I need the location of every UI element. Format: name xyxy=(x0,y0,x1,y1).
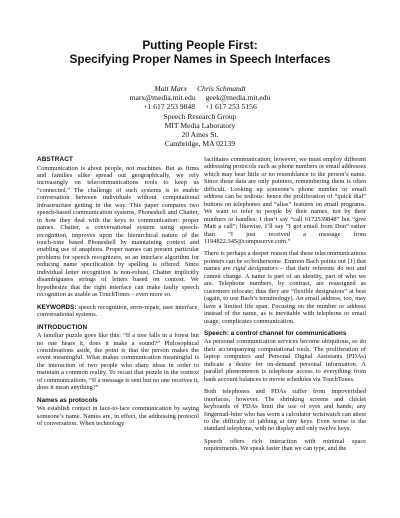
keywords-label: KEYWORDS: xyxy=(37,303,77,311)
introduction-text: A familiar puzzle goes like this: “If a tree falls in a forest but no one hears it, does it make a sound?” Philosophical considerations aside, the point is that the person makes the event meaningful. What makes communication meaningful is the interaction of two people who share ideas in order to maintain a common reality. To recast that puzzle in the context of communications, “If a message is sent but no one receives it, does it mean anything?” xyxy=(37,332,199,392)
left-column xyxy=(37,156,199,428)
author-emails xyxy=(0,93,400,102)
affiliation-group: Speech Research Group xyxy=(163,111,237,121)
paper-title xyxy=(0,39,400,66)
author-email: geek@media.mit.edu xyxy=(205,93,271,103)
title-line-2: Specifying Proper Names in Speech Interfaces xyxy=(69,51,331,66)
rigid-designators-term: rigid designators xyxy=(233,265,278,273)
affiliation-lab: MIT Media Laboratory xyxy=(164,120,236,130)
paragraph-2-end: – that their referents do not and cannot change. A name is part of an identity, part of who we are. Telephone numbers, by contrast, are reassigned as customers relocate; thus they are “flexible designators” at best (again, to use Bach’s terminology). An email address, too, may have a limited life span. Focusing on the number or address instead of the name, as is inevitable with telephone or email usage, complicates communication. xyxy=(204,265,366,325)
right-paragraph-5: Speech offers rich interaction with minimal space requirements. We speak faster than we can type, and the xyxy=(204,437,366,453)
author-names xyxy=(0,84,400,93)
speech-text: As personal communication services become ubiquitous, so do their accompanying computational tools. The proliferation of laptop computers and Personal Digital Assistants (PDAs) indicate a desire for on-demand personal information. A parallel phenomenon is telephone access to everything from bank account balances to movie schedules via TouchTones. xyxy=(204,338,366,383)
introduction-heading: INTRODUCTION xyxy=(37,323,88,331)
paragraph-2-start: There is perhaps a deeper reason that these telecommunications pointers can be so bothersome. Emmon Bach points out [1] that names are xyxy=(204,250,366,273)
author-block xyxy=(0,84,400,148)
abstract-heading: ABSTRACT xyxy=(37,156,73,163)
author-phone: +1 617 253 9848 xyxy=(143,102,195,112)
speech-heading: Speech: a control channel for communications xyxy=(204,329,347,337)
author-email: marx@media.mit.edu xyxy=(129,93,196,103)
names-heading: Names as protocols xyxy=(37,396,98,404)
keywords xyxy=(37,304,199,319)
affiliation-street: 20 Ames St. xyxy=(181,130,219,140)
right-column xyxy=(204,156,366,453)
title-line-1: Putting People First: xyxy=(142,38,258,52)
author-name: Chris Schmandt xyxy=(196,84,246,93)
right-paragraph-2 xyxy=(204,250,366,325)
abstract-text: Communication is about people, not machines. But as firms and families alike spread out geographically, we rely increasingly on telecommunications tools to keep us “connected.” The challenge of such systems is to enable conversation between individuals without computational infrastructure getting in the way. This paper compares two speech-based communication systems, Phoneshell and Chatter, in how they deal with the keys to communication: proper names. Chatter, a conversational system using speech-recognition, improves upon the hierarchical nature of the touch-tone based Phoneshell by maintaining context and enabling use of anaphora. Proper names can present particular problems for speech recognizers, so an interface algorithm for reducing name specification by spelling is offered. Since individual letter recognition is non-robust, Chatter implicitly disambiguates strings of letters based on context. We hypothesize that the right interface can make faulty speech recognition as usable as TouchTones – even more so. xyxy=(37,164,199,299)
author-phones xyxy=(0,102,400,111)
right-paragraph-4: Both telephones and PDAs suffer from impoverished interfaces, however. The shrinking screens and chiclet keyboards of PDAs limit the use of eyes and hands; any fingernail-biter who has worn a calculator wristwatch can attest to the difficulty of jabbing at tiny keys. Even worse is the standard telephone, with no display and only twelve keys. xyxy=(204,388,366,433)
author-name: Matt Marx xyxy=(154,84,187,93)
right-paragraph-1: facilitates communication, however, we must employ different addressing protocols such as phone numbers or email addresses which may bear little or no resemblance to the person’s name. Since these data are only pointers, remembering them is often difficult. Looking up someone’s phone number or email address can be tedious: hence the proliferation of “quick dial” buttons on telephones and “alias” features on email programs. We want to refer to people by their names, not by their numbers or handles: I don’t say “call 6172539848” but “give Matt a call”; likewise, I’ll say “I got email from Don” rather than “I just received a message from 1194822.345@compuserve.com.” xyxy=(204,156,366,245)
affiliation-city: Cambridge, MA 02139 xyxy=(164,139,236,149)
names-text: We establish contact in face-to-face communication by saying someone’s name. Names are, in effect, the addressing protocol of conversation. When technology xyxy=(37,405,199,428)
author-phone: +1 617 253 5156 xyxy=(205,102,257,112)
keywords-text: speech recognition, error-repair, user interface, conversational systems. xyxy=(37,303,199,319)
